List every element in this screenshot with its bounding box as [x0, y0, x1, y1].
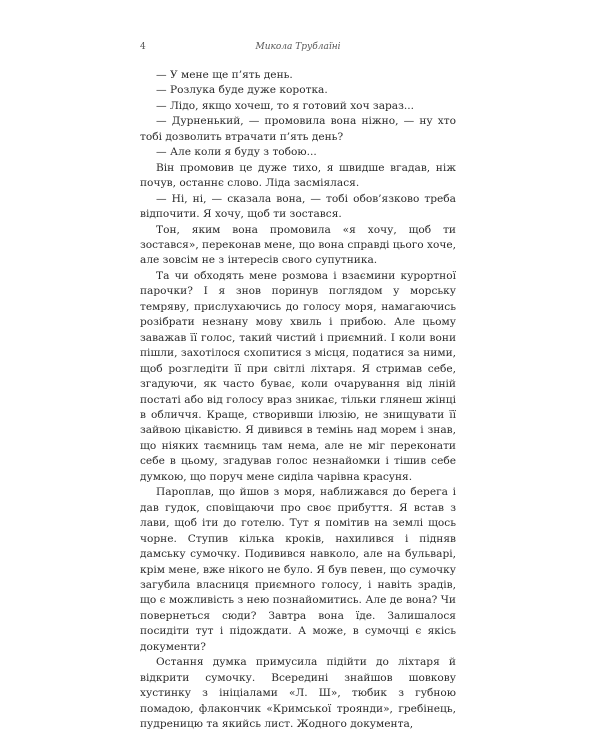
paragraph: Він промовив це дуже тихо, я швидше вгадав, ніж почув, останнє слово. Ліда засміялася. — [140, 161, 456, 190]
paragraph: Тон, яким вона промовила «я хочу, щоб ти зостався», переконав мене, що вона справді цього хоче, але зовсім не з інтересів свого супутника. — [140, 223, 456, 267]
running-title: Микола Трублаїні — [255, 42, 341, 52]
page-number: 4 — [140, 42, 146, 52]
paragraph: Остання думка примусила підійти до ліхтаря й відкрити сумочку. Всередині знайшов шовкову хустинку з ініціалами «Л. Ш», тюбик з губною помадою, флакончик «Кримської троянди», гребінець, пудреницю та якийсь лист. Жодного документа, — [140, 656, 456, 731]
paragraph: — У мене ще п’ять день. — [156, 69, 293, 81]
page-header — [140, 42, 456, 56]
paragraph: — Лідо, якщо хочеш, то я готовий хоч зараз... — [156, 99, 415, 112]
paragraph: — Але коли я буду з тобою... — [156, 146, 317, 159]
paragraph: Пароплав, що йшов з моря, наближався до берега і дав гудок, сповіщаючи про своє прибуття. Я встав з лави, щоб іти до готелю. Тут я помітив на землі щось чорне. Ступив кілька кроків, нахилився і підняв дамську сумочку. Подивився навколо, але на бульварі, крім мене, вже нікого не було. Я був певен, що сумочку загубила власниця приємного голосу, і навіть зрадів, що є можливість з нею познайомитись. Але де вона? Чи повернеться сюди? Завтра вона їде. Залишалося посидіти тут і підождати. А може, в сумочці є якісь документи? — [140, 486, 456, 653]
paragraph: Та чи обходять мене розмова і взаємини курортної парочки? І я знов поринув поглядом у морську темряву, прислухаючись до голосу моря, намагаючись розібрати незнану мову хвиль і прибою. Але цьому заважав її голос, такий чистий і приємний. І коли вони пішли, захотілося схопитися з місця, податися за ними, щоб розгледіти її при світлі ліхтаря. Я стримав себе, згадуючи, як часто буває, коли очарування від ліній постаті або від голосу враз зникає, тільки глянеш жінці в обличчя. Краще, створивши ілюзію, не знищувати її зайвою цікавістю. Я дивився в темінь над морем і знав, що ніяких таємниць там нема, але не міг переконати себе в цьому, згадував голос незнайомки і тішив себе думкою, що поруч мене сиділа чарівна красуня. — [140, 269, 456, 483]
body-text — [140, 68, 456, 732]
paragraph: — Ні, ні, — сказала вона, — тобі обов’язково треба відпочити. Я хочу, щоб ти зостався. — [140, 192, 456, 221]
paragraph: — Дурненький, — промовила вона ніжно, — ну хто тобі дозволить втрачати п’ять день? — [140, 115, 456, 143]
paragraph: — Розлука буде дуже коротка. — [156, 84, 328, 97]
